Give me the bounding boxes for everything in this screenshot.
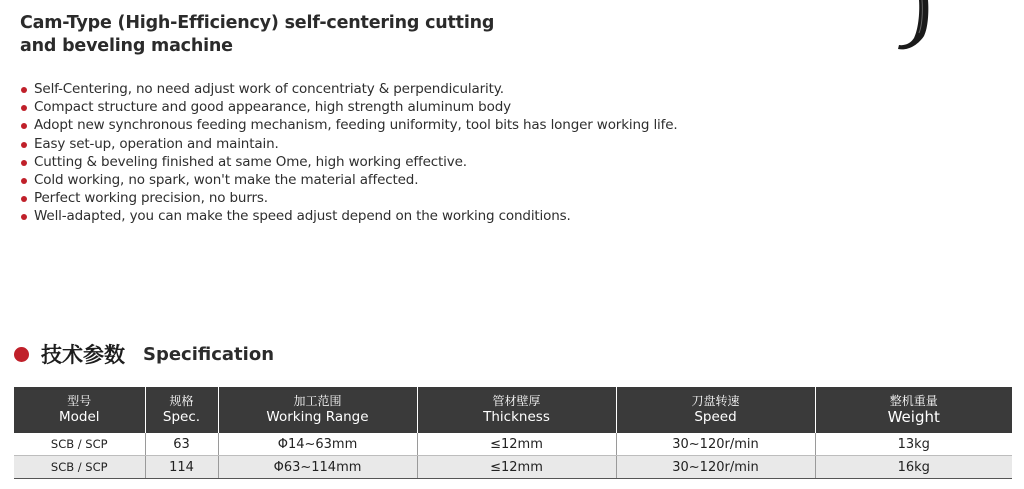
bullet-icon xyxy=(21,105,27,111)
cell-working-range: Φ14~63mm xyxy=(218,433,417,456)
col-header-thickness: 管材壁厚 Thickness xyxy=(417,387,616,433)
spec-heading-cn: 技术参数 xyxy=(41,343,125,367)
bullet-icon xyxy=(21,214,27,220)
spec-heading-en: Specification xyxy=(143,343,275,365)
feature-text: Well-adapted, you can make the speed adjust depend on the working conditions. xyxy=(34,208,571,225)
cell-spec: 63 xyxy=(145,433,218,456)
spec-table xyxy=(14,387,1012,479)
list-item xyxy=(18,153,678,171)
spec-section-heading xyxy=(14,337,274,371)
cell-thickness: ≤12mm xyxy=(417,433,616,456)
bullet-icon xyxy=(21,160,27,166)
cell-speed: 30~120r/min xyxy=(616,456,815,479)
bullet-icon xyxy=(21,123,27,129)
col-header-weight: 整机重量 Weight xyxy=(815,387,1012,433)
title-line-1: Cam-Type (High-Efficiency) self-centering cutting xyxy=(20,13,495,33)
section-dot-icon xyxy=(14,347,29,362)
cell-working-range: Φ63~114mm xyxy=(218,456,417,479)
feature-text: Self-Centering, no need adjust work of concentriaty & perpendicularity. xyxy=(34,81,504,97)
cell-thickness: ≤12mm xyxy=(417,456,616,479)
table-row xyxy=(14,433,1012,456)
bullet-icon xyxy=(21,178,27,184)
bullet-icon xyxy=(21,87,27,93)
list-item xyxy=(18,98,678,116)
col-header-model: 型号 Model xyxy=(14,387,145,433)
cell-model: SCB / SCP xyxy=(14,433,145,456)
col-header-speed: 刀盘转速 Speed xyxy=(616,387,815,433)
bullet-icon xyxy=(21,196,27,202)
feature-text: Compact structure and good appearance, high strength aluminum body xyxy=(34,99,511,116)
cell-weight: 13kg xyxy=(815,433,1012,456)
cell-weight: 16kg xyxy=(815,456,1012,479)
feature-list xyxy=(18,80,678,226)
feature-text: Perfect working precision, no burrs. xyxy=(34,190,268,207)
feature-text: Adopt new synchronous feeding mechanism, feeding uniformity, tool bits has longer working life. xyxy=(34,117,678,134)
list-item xyxy=(18,207,678,225)
feature-text: Easy set-up, operation and maintain. xyxy=(34,135,279,152)
cell-model: SCB / SCP xyxy=(14,456,145,479)
page-title xyxy=(20,12,540,58)
list-item xyxy=(18,135,678,153)
list-item xyxy=(18,80,678,98)
cell-speed: 30~120r/min xyxy=(616,433,815,456)
feature-text: Cold working, no spark, won't make the material affected. xyxy=(34,172,419,189)
list-item xyxy=(18,171,678,189)
bullet-icon xyxy=(21,142,27,148)
cell-spec: 114 xyxy=(145,456,218,479)
col-header-spec: 规格 Spec. xyxy=(145,387,218,433)
list-item xyxy=(18,189,678,207)
feature-text: Cutting & beveling finished at same Ome, high working effective. xyxy=(34,153,467,170)
col-header-working-range: 加工范围 Working Range xyxy=(218,387,417,433)
title-line-2: and beveling machine xyxy=(20,36,233,56)
machine-handle-image xyxy=(895,0,935,52)
table-header-row xyxy=(14,387,1012,433)
list-item xyxy=(18,116,678,134)
table-row xyxy=(14,456,1012,479)
